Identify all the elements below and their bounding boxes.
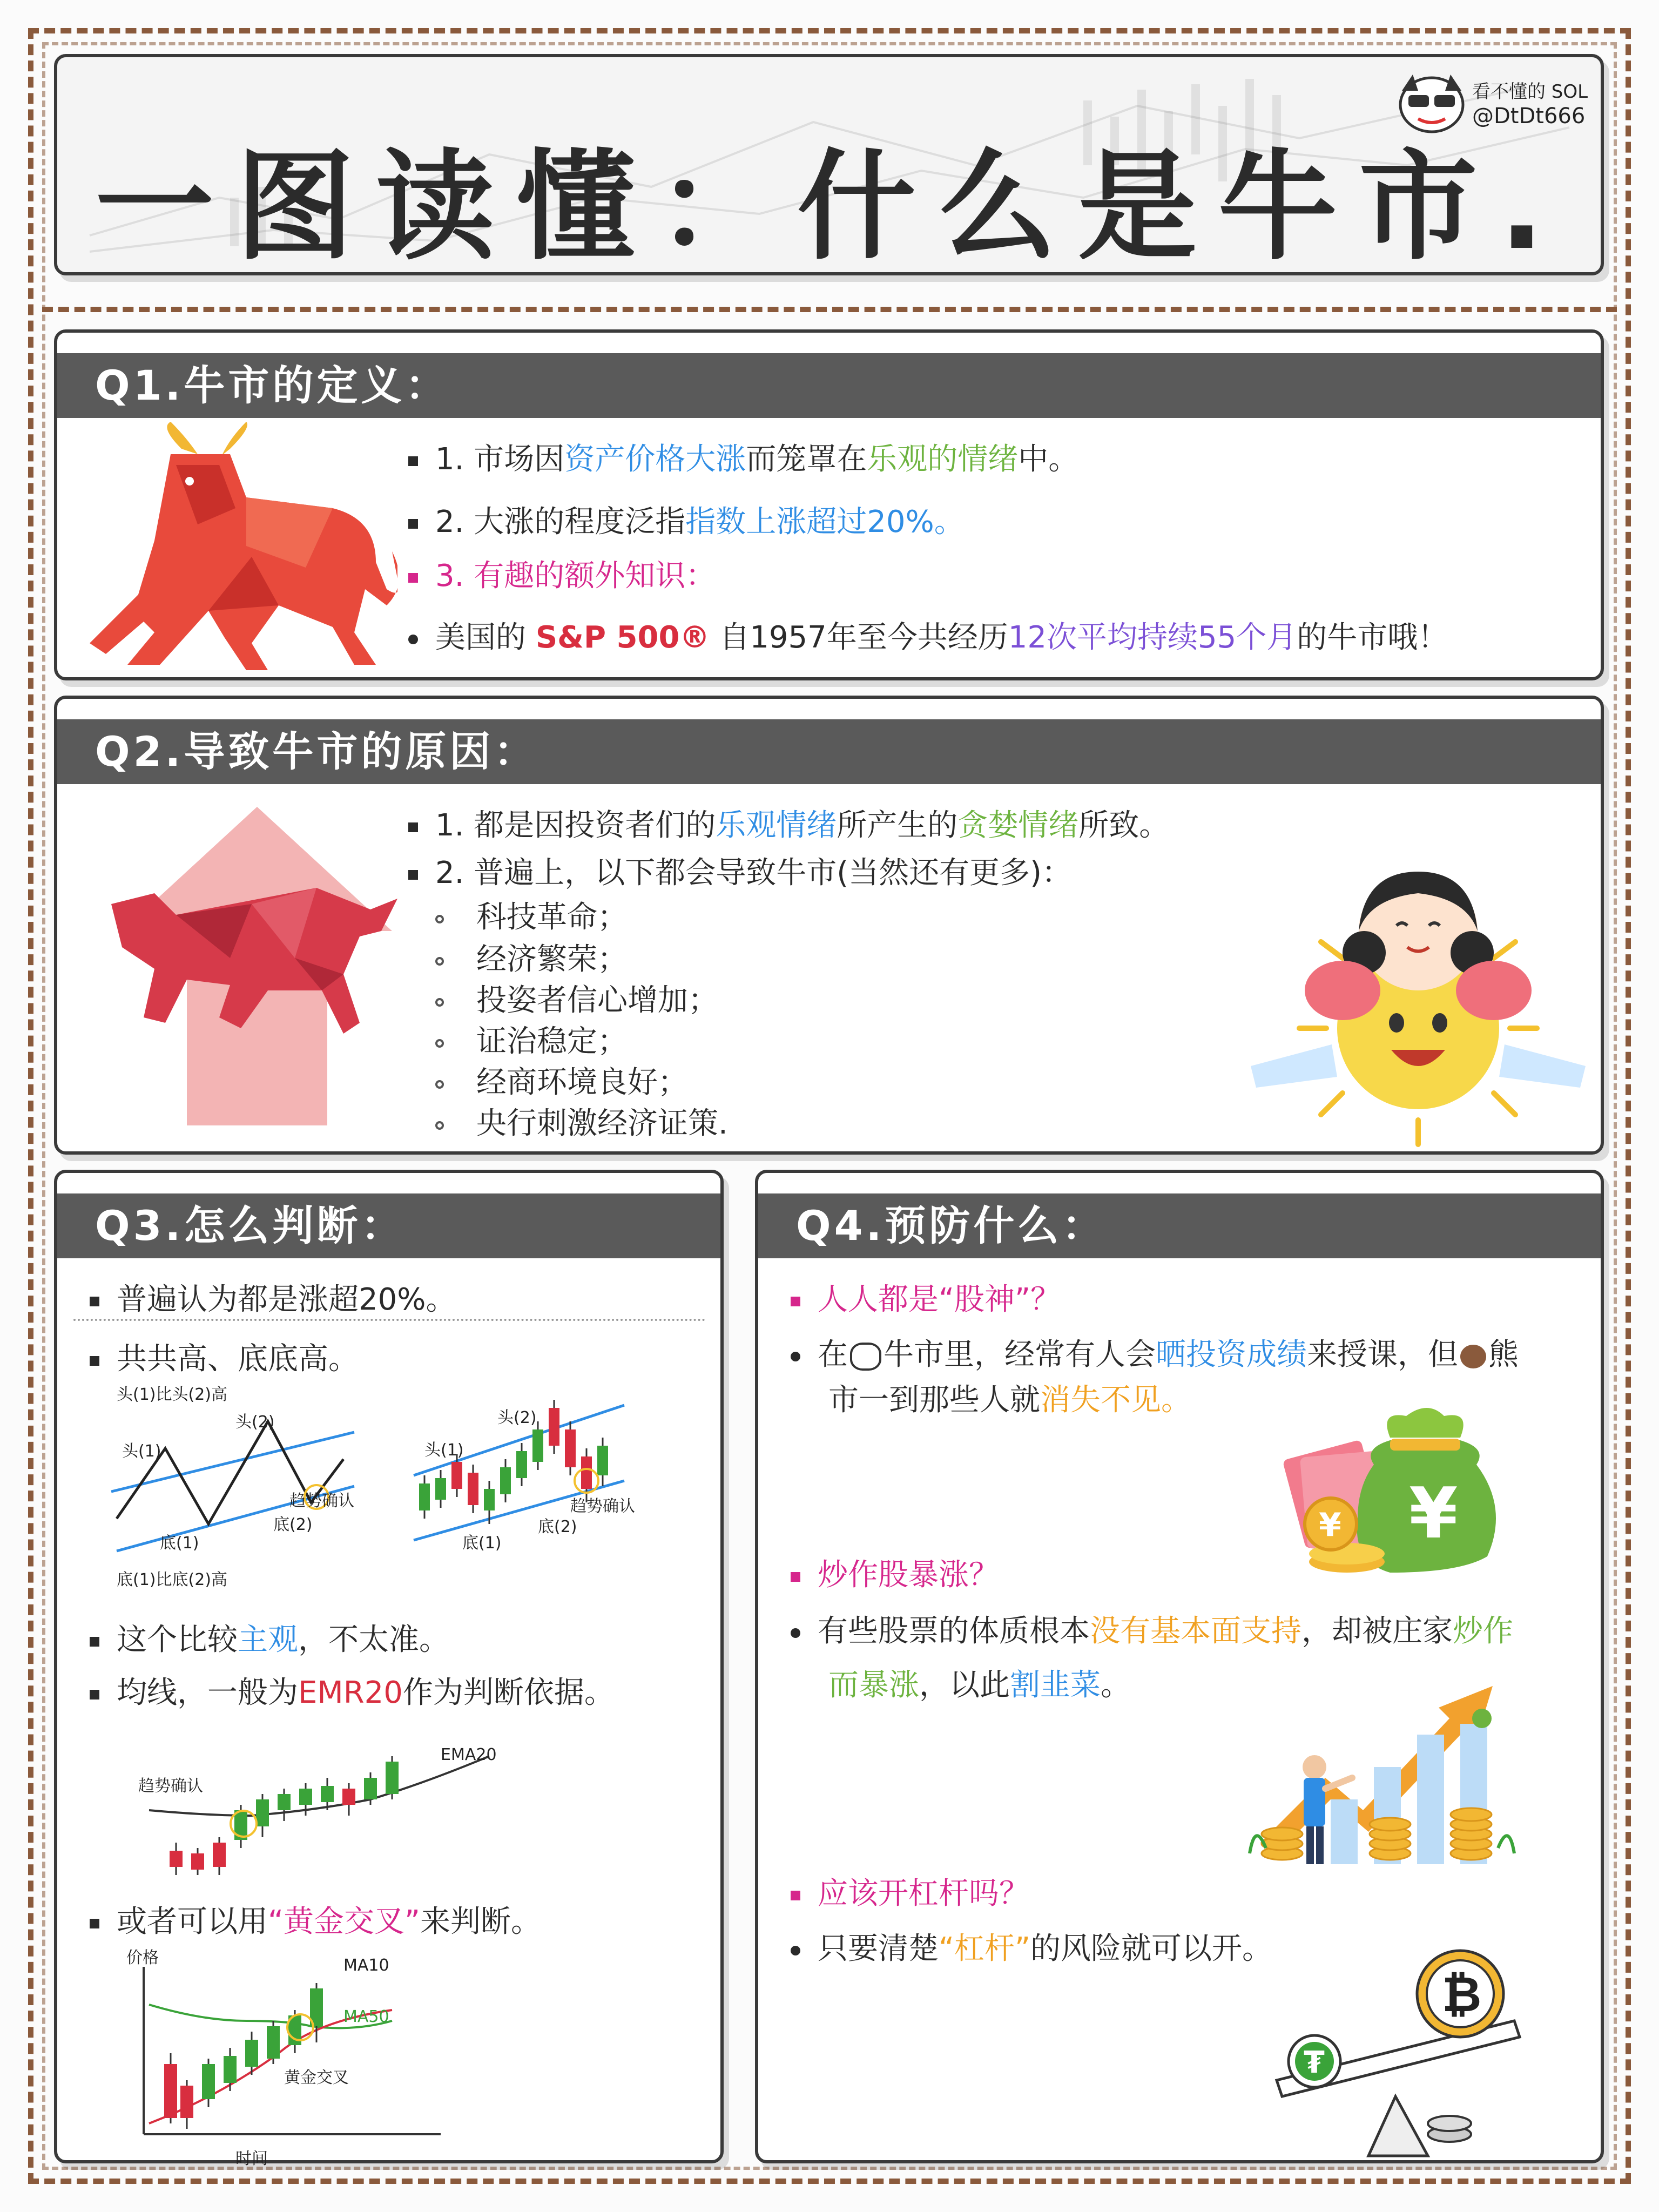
bullet-square [791,1891,800,1900]
bullet-square [90,1297,99,1306]
diag4-ma10-label: MA10 [343,1956,389,1975]
q1-line-4 [408,613,1448,657]
bullet-circle [435,998,444,1007]
diag2-head-1: 头(1) [424,1441,464,1460]
q1-l2-pre: 2. 大涨的程度泛指 [435,504,686,539]
q1-l1-highlight-2: 乐观的情绪 [867,442,1019,477]
bullet-circle [435,1039,444,1048]
q4-s1-title-text: 人人都是“股神”？ [818,1282,1061,1317]
q2-item-text: 证治稳定； [476,1024,628,1059]
page-title: 一图读懂：什么是牛市. [95,138,1566,276]
q4-s3-a: 只要清楚 [818,1931,939,1966]
q1-l1-highlight-1: 资产价格大涨 [564,442,746,477]
bear-icon [1460,1345,1486,1368]
q1-l1-pre: 1. 市场因 [435,442,565,477]
bullet-circle [435,1121,444,1130]
diag4-x-axis-label: 时间 [235,2149,268,2168]
q4-s3-line-1 [791,1925,1272,1968]
q4-s1-d: 熊 [1488,1337,1519,1372]
red-bull-illustration [73,416,397,676]
diag4-ma50-label: MA50 [343,2007,389,2026]
q2-list-item [435,1017,628,1061]
arrow-bull-illustration [90,796,424,1136]
diag4-golden-cross-label: 黄金交叉 [284,2068,349,2087]
bullet-square [408,519,418,529]
q1-heading: Q1.牛市的定义： [57,353,1601,418]
golden-cross-diagram [138,1961,473,2145]
diag1-bottom-1: 底(1) [160,1534,199,1553]
q3-line-3 [90,1616,449,1659]
q4-s1-c: 来授课，但 [1307,1337,1458,1372]
q4-s2-highlight-2: 炒作 [1453,1614,1513,1649]
q2-card [54,696,1604,1155]
q4-s2-title-text: 炒作股暴涨？ [818,1557,999,1593]
q1-l1-mid: 而笼罩在 [746,442,867,477]
q4-s1-line-1 [791,1331,1519,1374]
q4-s3-b: 的风险就可以开。 [1030,1931,1273,1966]
bullet-square [408,822,418,832]
q2-l2-text: 2. 普遍上，以下都会导致牛市(当然还有更多)： [435,855,1072,891]
q4-s3-title-text: 应该开杠杆吗？ [818,1876,1029,1911]
bullet-square [90,1356,99,1366]
bullet-square [90,1637,99,1647]
tether-symbol: ₮ [1304,2045,1325,2080]
q4-s2-highlight-1: 没有基本面支持 [1090,1614,1301,1649]
bitcoin-symbol: ₿ [1442,1966,1482,2023]
diag3-ema-label: EMA20 [441,1745,497,1764]
bullet-circle [435,957,444,966]
diag1-head-1: 头(1) [122,1442,161,1461]
q1-line-3 [408,552,716,595]
bullet-dot [791,1352,800,1361]
q2-l1-mid: 所产生的 [837,808,958,843]
q3-line-1 [90,1276,456,1319]
q1-l3-text: 3. 有趣的额外知识： [435,558,716,594]
q4-s1-a: 在 [818,1337,848,1372]
author-avatar [1397,69,1467,134]
q4-s2-line-1 [791,1607,1513,1650]
q4-s3-title [791,1870,1029,1913]
happy-girl-illustration [1240,850,1596,1152]
bullet-dot [408,635,418,644]
q3-l4-highlight: EMR20 [298,1675,403,1710]
bullet-square [408,456,418,466]
bullet-circle [435,1080,444,1089]
q4-heading: Q4.预防什么： [758,1193,1601,1258]
bullet-dot [791,1628,800,1638]
q1-card [54,329,1604,680]
q3-line-2 [90,1335,359,1378]
q4-s1-e: 市一到那些人就 [828,1382,1040,1418]
q4-s2-line-2 [828,1661,1131,1704]
q4-s2-highlight-3: 而暴涨 [828,1668,919,1703]
q2-item-text: 科技革命； [476,900,628,935]
q3-l1-text: 普遍认为都是涨超20%。 [117,1282,456,1317]
q1-l4-mid: 自1957年至今共经历 [710,620,1008,655]
q3-l3-post: ，不太准。 [298,1622,449,1657]
q2-item-text: 投姿者信心增加； [476,983,718,1018]
q1-l4-highlight: 12次平均持续55个月 [1008,620,1297,655]
growth-chart-illustration [1244,1670,1525,1875]
q3-l2-text: 共共高、底底高。 [117,1341,359,1377]
q4-s1-title [791,1276,1061,1319]
q2-l1-highlight-2: 贪婪情绪 [957,808,1079,843]
q2-item-text: 经商环境良好； [476,1065,688,1100]
q4-s1-highlight-1: 晒投资成绩 [1156,1337,1307,1372]
bullet-dot [791,1946,800,1955]
q2-list-item [435,935,628,979]
header-separator [42,307,1617,312]
q4-s2-b: ，却被庄家 [1301,1614,1453,1649]
q3-heading: Q3.怎么判断： [57,1193,720,1258]
q4-card [755,1170,1604,2163]
q4-s2-c: ，以此 [919,1668,1010,1703]
q1-line-2 [408,498,965,541]
q2-list-item [435,1100,728,1143]
bullet-square [408,870,418,880]
q3-line-4 [90,1669,615,1712]
header-card [54,54,1604,275]
q2-list-item [435,893,628,936]
q2-line-1 [408,801,1169,845]
author-name: 看不懂的 SOL [1472,81,1588,103]
q4-s3-highlight: “杠杆” [939,1931,1031,1966]
q3-l5-post: 来判断。 [420,1904,542,1939]
q1-l1-post: 中。 [1018,442,1079,477]
diag1-bottom-2: 底(2) [273,1515,313,1534]
q3-line-5 [90,1898,541,1941]
q1-l2-highlight: 指数上涨超过20%。 [685,504,965,539]
diag1-bottom-note: 底(1)比底(2)高 [117,1570,227,1589]
q3-l3-pre: 这个比较 [117,1622,238,1657]
q2-line-2 [408,849,1072,892]
q2-item-text: 经济繁荣； [476,942,628,977]
q3-l5-pre: 或者可以用 [117,1904,268,1939]
diag1-trend-confirm: 趋势确认 [289,1492,354,1510]
q3-l4-post: 作为判断依据。 [402,1675,615,1710]
q4-s1-highlight-2: 消失不见。 [1040,1382,1191,1418]
q2-heading: Q2.导致牛市的原因： [57,719,1601,784]
q4-s2-d: 。 [1101,1668,1131,1703]
diag2-bottom-2: 底(2) [538,1518,577,1536]
diag2-trend-confirm: 趋势确认 [570,1497,635,1516]
leverage-seesaw-illustration [1266,1945,1525,2161]
q3-l5-highlight: “黄金交叉” [268,1904,421,1939]
author-handle: @DtDt666 [1472,104,1586,129]
q4-s2-highlight-4: 割韭菜 [1010,1668,1101,1703]
bullet-circle [435,915,444,923]
diag1-head-2: 头(2) [235,1413,275,1432]
q1-line-1 [408,435,1078,478]
q2-list-item [435,976,718,1020]
q3-l4-pre: 均线，一般为 [117,1675,298,1710]
yuan-symbol: ¥ [1409,1472,1458,1554]
q4-s2-title [791,1551,999,1594]
diag2-bottom-1: 底(1) [462,1534,502,1553]
q4-s2-a: 有些股票的体质根本 [818,1614,1090,1649]
q3-card [54,1170,724,2168]
bullet-square [90,1690,99,1700]
cow-icon [850,1343,881,1371]
q2-item-text: 央行刺激经济证策. [476,1106,728,1141]
q3-l3-highlight: 主观 [238,1622,298,1657]
q1-l4-post: 的牛市哦！ [1297,620,1448,655]
q1-l4-pre: 美国的 [435,620,536,655]
q2-list-item [435,1058,688,1102]
diag2-head-2: 头(2) [497,1408,537,1427]
diag4-y-axis-label: 价格 [126,1948,159,1967]
bullet-square [791,1297,800,1306]
money-bag-illustration [1282,1400,1509,1578]
dotted-divider [73,1319,705,1321]
q1-l4-brand: S&P 500® [535,620,710,655]
bullet-square [90,1919,99,1928]
q4-s1-b: 牛市里，经常有人会 [884,1337,1156,1372]
q2-l1-pre: 1. 都是因投资者们的 [435,808,716,843]
diag3-trend-confirm: 趋势确认 [138,1777,203,1796]
coin-symbol: ¥ [1319,1506,1341,1544]
q2-l1-highlight-1: 乐观情绪 [716,808,837,843]
diag1-top-note: 头(1)比头(2)高 [117,1385,227,1404]
q2-l1-post: 所致。 [1078,808,1170,843]
bullet-square [791,1572,800,1582]
higher-highs-line-diagram [106,1378,376,1573]
q4-s1-line-2 [828,1376,1191,1419]
bullet-square [408,573,418,583]
